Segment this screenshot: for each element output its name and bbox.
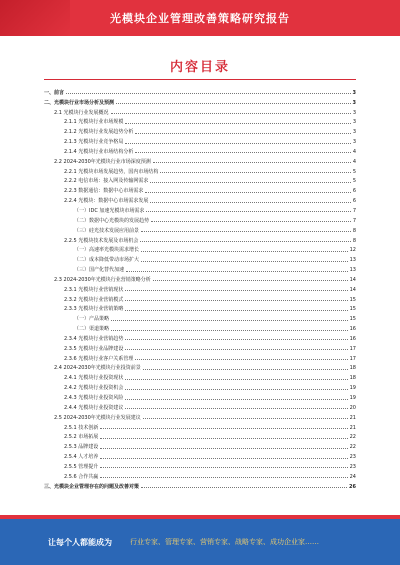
toc-page-number: 13 [349, 257, 356, 264]
toc-entry[interactable] [44, 86, 356, 96]
toc-entry[interactable] [44, 234, 356, 244]
toc-entry-title: 2.4.2 光模块行业投资机会 [64, 385, 124, 392]
toc-entry[interactable] [44, 244, 356, 254]
toc-entry[interactable] [44, 332, 356, 342]
toc-leader-dots [135, 133, 350, 134]
toc-entry-title: 2.1.1 光模块行业市场规模 [64, 119, 124, 126]
toc-page-number: 16 [349, 326, 356, 333]
toc-entry[interactable] [44, 322, 356, 332]
toc-leader-dots [141, 251, 348, 252]
toc-entry[interactable] [44, 293, 356, 303]
toc-entry[interactable] [44, 165, 356, 175]
toc-entry-title: 2.5.2 市场拓展 [64, 434, 99, 441]
toc-page-number: 7 [352, 217, 356, 224]
toc-entry-title: 二、光模块行业市场分析及预测 [44, 99, 115, 106]
toc-leader-dots [100, 448, 347, 449]
toc-entry[interactable] [44, 401, 356, 411]
toc-page-number: 4 [352, 148, 356, 155]
toc-entry[interactable] [44, 470, 356, 480]
toc-entry[interactable] [44, 431, 356, 441]
toc-entry[interactable] [44, 440, 356, 450]
toc-leader-dots [100, 438, 347, 439]
toc-entry-title: 2.1.2 光模块行业发展趋势分析 [64, 129, 134, 136]
toc-page-number: 20 [349, 404, 356, 411]
toc-entry[interactable] [44, 214, 356, 224]
toc-leader-dots [125, 300, 347, 301]
toc-leader-dots [125, 379, 347, 380]
toc-entry-title: 2.3.5 光模块行业品牌建设 [64, 345, 124, 352]
toc-divider [44, 79, 356, 80]
toc-entry-title: 2.2.5 光模块技术发展及市场机会 [64, 237, 139, 244]
toc-entry-title: 2.1.3 光模块行业竞争格局 [64, 139, 124, 146]
toc-entry-title: 2.5 2024-2030年光模块行业发展建议 [54, 414, 141, 421]
toc-page-number: 14 [349, 276, 356, 283]
toc-leader-dots [125, 408, 347, 409]
toc-entry[interactable] [44, 96, 356, 106]
toc-entry[interactable] [44, 480, 356, 490]
footer-banner [0, 515, 400, 565]
toc-entry-title: 2.1 光模块行业发展概况 [54, 109, 109, 116]
toc-page-number: 16 [349, 335, 356, 342]
toc-entry[interactable] [44, 352, 356, 362]
toc-entry[interactable] [44, 421, 356, 431]
toc-leader-dots [126, 271, 348, 272]
toc-leader-dots [145, 192, 350, 193]
toc-entry[interactable] [44, 155, 356, 165]
toc-entry-title: 2.4.1 光模块行业投资现状 [64, 375, 124, 382]
toc-page-number: 3 [352, 89, 356, 96]
toc-leader-dots [141, 261, 348, 262]
toc-entry[interactable] [44, 204, 356, 214]
toc-entry[interactable] [44, 135, 356, 145]
toc-entry-title: （二）成本降低带动市场扩大 [74, 257, 140, 264]
report-title: 光模块企业管理改善策略研究报告 [110, 12, 290, 25]
toc-page-number: 12 [349, 247, 356, 254]
toc-entry-title: 2.3.2 光模块行业营销模式 [64, 296, 124, 303]
toc-entry-title: 2.2.1 光模块市场发展趋势，国内市场结构 [64, 168, 159, 175]
toc-entry[interactable] [44, 224, 356, 234]
toc-page-number: 14 [349, 286, 356, 293]
toc-page-number: 26 [349, 483, 356, 490]
toc-page-number: 23 [349, 463, 356, 470]
toc-heading: 内容目录 [169, 60, 230, 75]
toc-leader-dots [111, 320, 348, 321]
toc-entry-title: 2.5.3 品牌建设 [64, 444, 99, 451]
toc-leader-dots [125, 123, 350, 124]
report-header [0, 0, 400, 36]
toc-entry[interactable] [44, 106, 356, 116]
toc-leader-dots [125, 143, 350, 144]
toc-entry-title: （二）渠道策略 [74, 326, 110, 333]
toc-leader-dots [125, 339, 347, 340]
toc-entry[interactable] [44, 450, 356, 460]
toc-page-number: 24 [349, 473, 356, 480]
toc-page-number: 15 [349, 306, 356, 313]
toc-entry[interactable] [44, 145, 356, 155]
toc-leader-dots [111, 330, 348, 331]
toc-leader-dots [153, 280, 348, 281]
toc-entry-title: 2.2.4 光模块：数据中心市场需求发展 [64, 198, 149, 205]
toc-page-number: 17 [349, 345, 356, 352]
toc-page-number: 15 [349, 296, 356, 303]
toc-leader-dots [116, 103, 351, 104]
toc-entry[interactable] [44, 253, 356, 263]
toc-entry[interactable] [44, 273, 356, 283]
footer-tagline: 行业专家、管理专家、营销专家、战略专家、成功企业家…… [130, 538, 319, 546]
toc-entry-title: （二）数据中心光模块的发展趋势 [74, 217, 150, 224]
toc-entry[interactable] [44, 303, 356, 313]
toc-leader-dots [141, 487, 347, 488]
toc-page-number: 15 [349, 316, 356, 323]
footer-slogan: 让每个人都能成为 [48, 538, 112, 547]
toc-page-number: 18 [349, 375, 356, 382]
toc-entry-title: 2.2 2024-2030年光模块行业市场深度预测 [54, 158, 151, 165]
toc-entry[interactable] [44, 460, 356, 470]
toc-page-number: 19 [349, 395, 356, 401]
toc-page-number: 21 [349, 414, 356, 421]
toc-entry-title: 2.5.5 管理提升 [64, 463, 99, 470]
toc-entry-title: 三、光模块企业管理存在的问题及改善对策 [44, 483, 140, 490]
toc-entry-title: 2.4 2024-2030年光模块行业投资前景 [54, 365, 141, 372]
toc-entry[interactable] [44, 381, 356, 391]
toc-entry[interactable] [44, 194, 356, 204]
toc-page-number: 22 [349, 434, 356, 441]
toc-page-number: 23 [349, 454, 356, 461]
toc-entry-title: （一）高速率光模块需求增长 [74, 247, 140, 254]
toc-entry[interactable] [44, 175, 356, 185]
toc-entry[interactable] [44, 116, 356, 126]
toc-leader-dots [100, 477, 347, 478]
toc-leader-dots [100, 467, 347, 468]
toc-leader-dots [111, 113, 351, 114]
toc-entry-title: 2.5.4 人才培养 [64, 454, 99, 461]
toc-entry-title: 2.3.4 光模块行业营销趋势 [64, 335, 124, 342]
toc-entry-title: 2.5.1 技术创新 [64, 424, 99, 431]
toc-page-number: 4 [352, 158, 356, 165]
toc-entry-title: （一）IDC 加速光模块市场需求 [74, 207, 145, 214]
toc-page-number: 3 [352, 119, 356, 126]
toc-page-number: 6 [352, 198, 356, 205]
toc-leader-dots [143, 369, 348, 370]
toc-page-number: 8 [352, 227, 356, 234]
toc-leader-dots [143, 418, 348, 419]
toc-entry-title: 2.3 2024-2030年光模块行业营销策略分析 [54, 276, 151, 283]
toc-leader-dots [125, 399, 347, 400]
toc-entry-title: （三）国产化替代加速 [74, 267, 125, 274]
toc-page-number: 6 [352, 188, 356, 195]
toc-entry-title: 2.4.4 光模块行业投资建议 [64, 404, 124, 411]
footer-band [0, 515, 400, 519]
toc-entry-title: 2.3.6 光模块行业客户关系管理 [64, 355, 134, 362]
toc-leader-dots [150, 182, 350, 183]
toc-leader-dots [66, 93, 351, 94]
toc-page-number: 19 [349, 385, 356, 392]
toc-leader-dots [100, 428, 347, 429]
toc-leader-dots [140, 241, 350, 242]
toc-entry-title: 2.5.6 合作共赢 [64, 473, 99, 480]
toc-entry[interactable] [44, 184, 356, 194]
toc-page-number: 3 [352, 99, 356, 106]
toc-page-number: 13 [349, 267, 356, 274]
toc-entry[interactable] [44, 283, 356, 293]
toc-entry-title: 2.3.3 光模块行业营销策略 [64, 306, 124, 313]
toc-leader-dots [146, 211, 350, 212]
toc-page-number: 5 [352, 168, 356, 175]
toc-leader-dots [125, 389, 347, 390]
toc-leader-dots [135, 152, 350, 153]
toc-page-number: 18 [349, 365, 356, 372]
toc-entry-title: 一、前言 [44, 89, 65, 96]
toc-entry-title: 2.4.3 光模块行业投资风险 [64, 395, 124, 401]
toc-page-number: 21 [349, 424, 356, 431]
toc-entry[interactable] [44, 125, 356, 135]
toc-entry[interactable] [44, 263, 356, 273]
toc-entry[interactable] [44, 362, 356, 372]
toc-leader-dots [135, 359, 347, 360]
toc-page-number: 5 [352, 178, 356, 185]
toc-page-number: 3 [352, 139, 356, 146]
toc-page-number: 8 [352, 237, 356, 244]
table-of-contents [44, 86, 356, 490]
toc-entry-title: （一）产品策略 [74, 316, 110, 323]
toc-entry-title: 2.2.2 电信市场：接入网及传输网需求 [64, 178, 149, 185]
toc-page-number: 22 [349, 444, 356, 451]
toc-entry-title: 2.2.3 数据通信：数据中心市场需求 [64, 188, 144, 195]
toc-leader-dots [125, 310, 347, 311]
toc-leader-dots [160, 172, 350, 173]
toc-leader-dots [125, 290, 347, 291]
toc-entry[interactable] [44, 411, 356, 421]
toc-page-number: 3 [352, 129, 356, 136]
toc-leader-dots [150, 202, 350, 203]
toc-entry-title: （三）硅光技术发展应用前景 [74, 227, 140, 234]
toc-leader-dots [153, 162, 351, 163]
toc-leader-dots [151, 221, 351, 222]
toc-leader-dots [125, 349, 347, 350]
toc-entry-title: 2.3.1 光模块行业营销现状 [64, 286, 124, 293]
toc-leader-dots [100, 458, 347, 459]
toc-entry[interactable] [44, 312, 356, 322]
toc-entry[interactable] [44, 391, 356, 401]
toc-entry-title: 2.1.4 光模块行业市场结构分析 [64, 148, 134, 155]
toc-page-number: 17 [349, 355, 356, 362]
toc-entry[interactable] [44, 371, 356, 381]
toc-page-number: 7 [352, 207, 356, 214]
toc-page-number: 3 [352, 109, 356, 116]
toc-entry[interactable] [44, 342, 356, 352]
toc-leader-dots [141, 231, 351, 232]
